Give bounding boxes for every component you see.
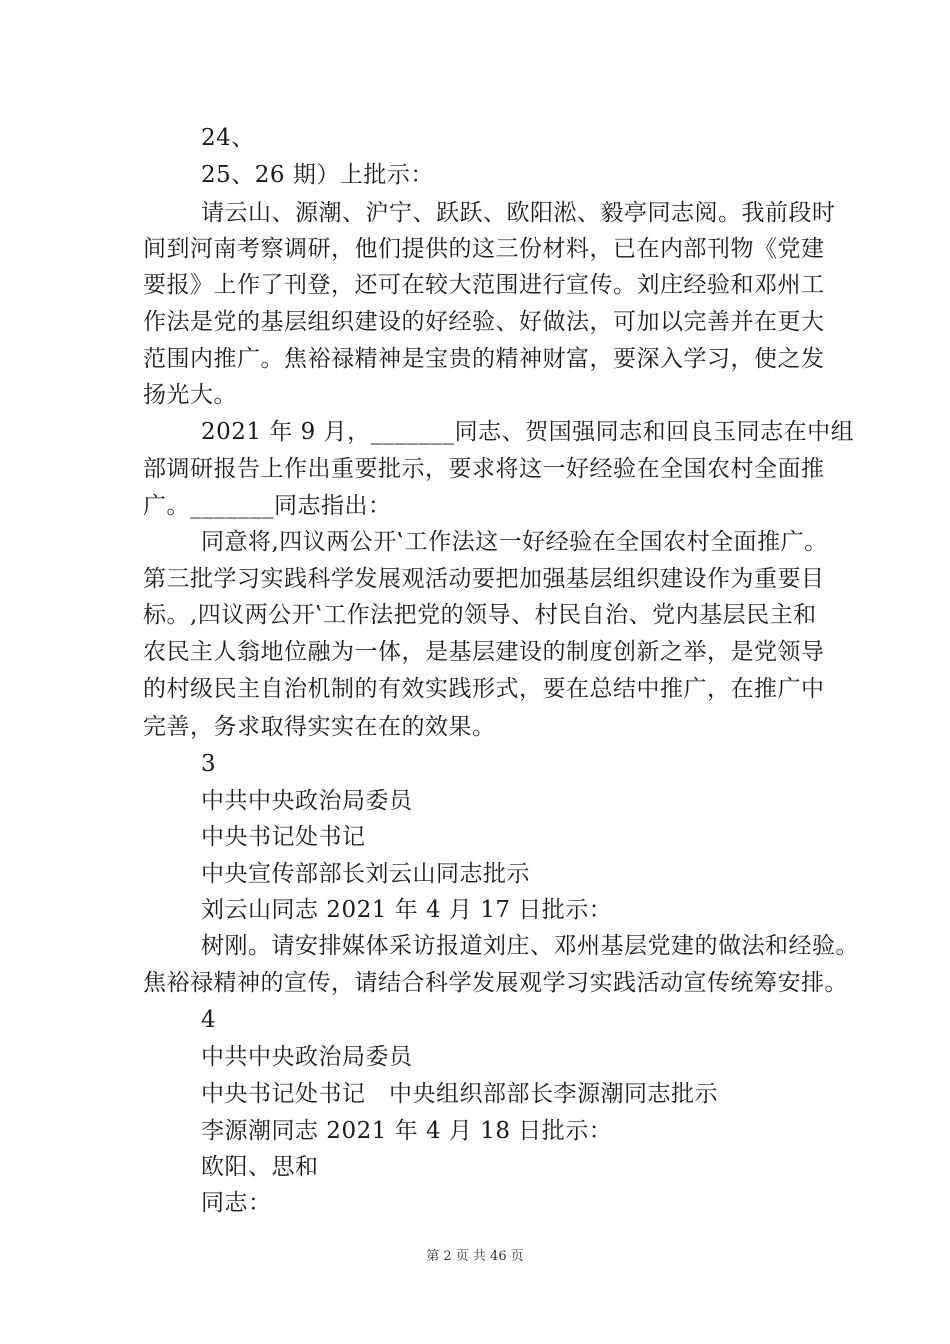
text-line: 中央书记处书记 中央组织部部长李源潮同志批示 (201, 1081, 718, 1107)
section-number: 3 (201, 751, 217, 777)
text-line: 间到河南考察调研，他们提供的这三份材料，已在内部刊物《党建 (143, 236, 825, 262)
page-indicator: 第 2 页 共 46 页 (426, 1249, 524, 1264)
text-line: 中央书记处书记 (201, 824, 366, 850)
text-line: 第三批学习实践科学发展观活动要把加强基层组织建设作为重要目 (143, 566, 825, 592)
text-line: 欧阳、思和 (201, 1154, 319, 1180)
text-line: 请云山、源潮、沪宁、跃跃、欧阳淞、毅亭同志阅。我前段时 (201, 200, 836, 226)
text-line: 25、26 期）上批示： (201, 162, 434, 188)
text-line: 部调研报告上作出重要批示，要求将这一好经验在全国农村全面推 (143, 456, 825, 482)
text-line: 广。_______同志指出： (143, 493, 392, 519)
text-line: 范围内推广。焦裕禄精神是宝贵的精神财富，要深入学习，使之发 (143, 346, 825, 372)
text-line: 树刚。请安排媒体采访报道刘庄、邓州基层党建的做法和经验。 (201, 933, 859, 959)
text-line: 中央宣传部部长刘云山同志批示 (201, 861, 530, 887)
section-number: 4 (201, 1007, 217, 1033)
text-line: 刘云山同志 2021 年 4 月 17 日批示： (201, 897, 613, 923)
text-line: 要报》上作了刊登，还可在较大范围进行宣传。刘庄经验和邓州工 (143, 272, 825, 298)
text-line: 农民主人翁地位融为一体，是基层建设的制度创新之举，是党领导 (143, 639, 825, 665)
text-line: 焦裕禄精神的宣传，请结合科学发展观学习实践活动宣传统筹安排。 (143, 970, 848, 996)
text-line: 李源潮同志 2021 年 4 月 18 日批示： (201, 1118, 613, 1144)
text-line: 中共中央政治局委员 (201, 1044, 413, 1070)
text-line: 作法是党的基层组织建设的好经验、好做法，可加以完善并在更大 (143, 309, 825, 335)
text-line: 扬光大。 (143, 382, 237, 408)
text-line: 标。,四议两公开‛工作法把党的领导、村民自治、党内基层民主和 (143, 602, 817, 628)
text-line: 同志： (201, 1190, 272, 1216)
text-line: 中共中央政治局委员 (201, 788, 413, 814)
text-line: 2021 年 9 月，_______同志、贺国强同志和回良玉同志在中组 (201, 419, 855, 445)
text-line: 同意将,四议两公开‛工作法这一好经验在全国农村全面推广。 (201, 529, 828, 555)
text-line: 的村级民主自治机制的有效实践形式，要在总结中推广，在推广中 (143, 676, 825, 702)
text-line: 24、 (201, 125, 255, 151)
text-line: 完善，务求取得实实在在的效果。 (143, 714, 496, 740)
